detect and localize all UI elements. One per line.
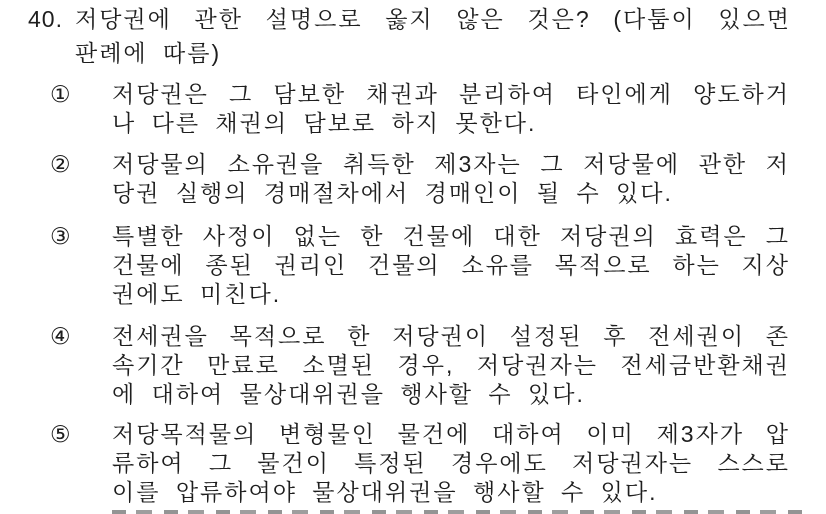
choice-line: 특별한 사정이 없는 한 건물에 대한 저당권의 효력은 그	[112, 223, 790, 249]
choice-text	[112, 420, 790, 507]
choice-option-3	[50, 222, 791, 309]
choice-line: 에 대하여 물상대위권을 행사할 수 있다.	[112, 381, 585, 407]
choice-option-2	[50, 150, 791, 208]
choice-line: 류하여 그 물건이 특정된 경우에도 저당권자는 스스로	[112, 450, 790, 476]
choice-text	[112, 80, 790, 138]
choice-text	[112, 222, 790, 309]
question-number: 40.	[28, 6, 63, 32]
choice-line: 권에도 미친다.	[112, 281, 282, 307]
choice-text	[112, 150, 790, 208]
question-line: 저당권에 관한 설명으로 옳지 않은 것은? (다툼이 있으면	[75, 6, 791, 32]
choice-line: 저당권은 그 담보한 채권과 분리하여 타인에게 양도하거	[112, 81, 790, 107]
choice-option-4	[50, 322, 791, 409]
choice-marker-5: ⑤	[50, 421, 71, 447]
choice-line: 당권 실행의 경매절차에서 경매인이 될 수 있다.	[112, 180, 673, 206]
question-text	[75, 2, 791, 70]
choice-line: 이를 압류하여야 물상대위권을 행사할 수 있다.	[112, 479, 658, 505]
choice-marker-2: ②	[50, 151, 71, 177]
choice-marker-3: ③	[50, 223, 71, 249]
choice-marker-1: ①	[50, 81, 71, 107]
question-line: 판례에 따름)	[75, 40, 222, 66]
choice-line: 저당물의 소유권을 취득한 제3자는 그 저당물에 관한 저	[112, 151, 790, 177]
clipped-next-line-fragment	[112, 510, 802, 514]
choice-line: 저당목적물의 변형물인 물건에 대하여 이미 제3자가 압	[112, 421, 790, 447]
choice-line: 나 다른 채권의 담보로 하지 못한다.	[112, 110, 537, 136]
choice-marker-4: ④	[50, 323, 71, 349]
choice-text	[112, 322, 790, 409]
choice-line: 건물에 종된 권리인 건물의 소유를 목적으로 하는 지상	[112, 252, 790, 278]
choice-line: 전세권을 목적으로 한 저당권이 설정된 후 전세권이 존	[112, 323, 790, 349]
question-block	[28, 2, 791, 70]
choice-option-5	[50, 420, 791, 507]
choice-line: 속기간 만료로 소멸된 경우, 저당권자는 전세금반환채권	[112, 352, 790, 378]
choice-option-1	[50, 80, 791, 138]
